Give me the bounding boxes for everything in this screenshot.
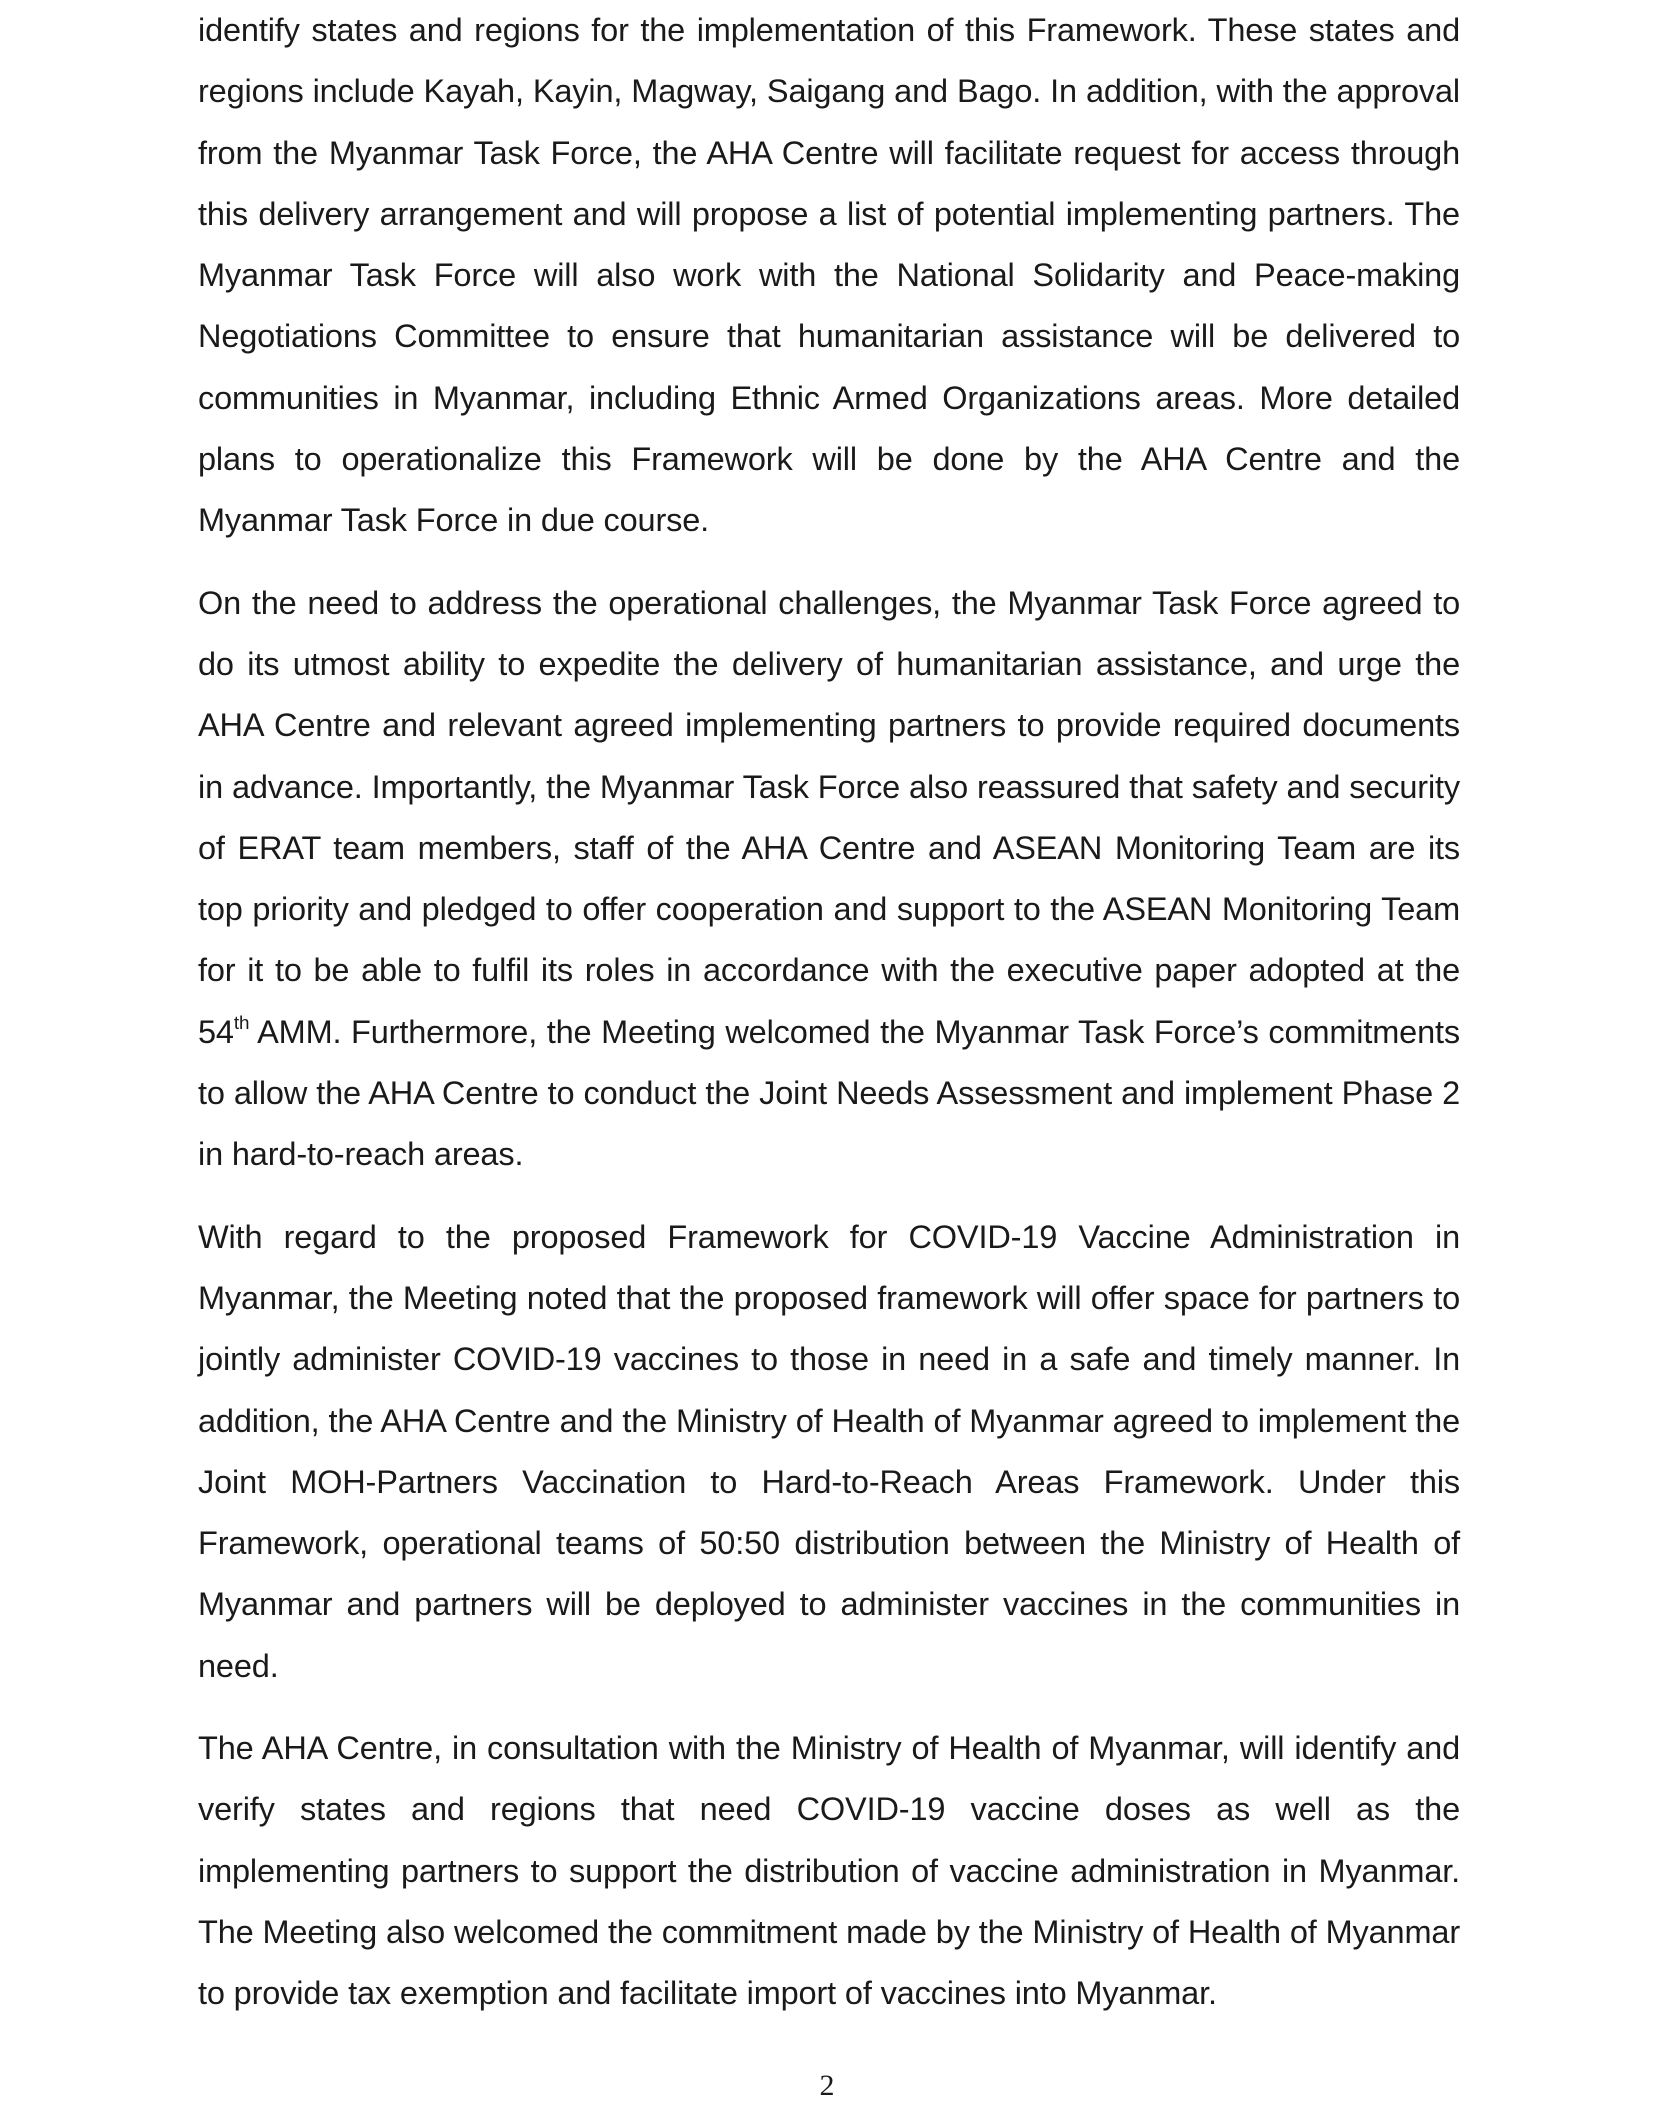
page-number: 2 — [819, 2069, 835, 2102]
paragraph-vaccine-framework: With regard to the proposed Framework for COVID-19 Vaccine Administration in Myanmar, the Meeting noted that the proposed framework will offer space for partners to jointly administer COVID-19 vaccines to those in need in a safe and timely manner. In addition, the AHA Centre and the Ministry of Health of Myanmar agreed to implement the Joint MOH-Partners Vaccination to Hard-to-Reach Areas Framework. Under this Framework, operational teams of 50:50 distribution between the Ministry of Health of Myanmar and partners will be deployed to administer vaccines in the communities in need. — [198, 1218, 1460, 1684]
paragraph-vaccine-distribution: The AHA Centre, in consultation with the Ministry of Health of Myanmar, will identify and verify states and regions that need COVID-19 vaccine doses as well as the implementing partners to support the distribution of vaccine administration in Myanmar. The Meeting also welcomed the commitment made by the Ministry of Health of Myanmar to provide tax exemption and facilitate import of vaccines into Myanmar. — [198, 1730, 1460, 2012]
ordinal-superscript: th — [233, 1011, 250, 1033]
paragraph-operational-challenges-text-before: On the need to address the operational challenges, the Myanmar Task Force agreed to do its utmost ability to expedite the delivery of humanitarian assistance, and urge the AHA Centre and relevant agreed implementing partners to provide required documents in advance. Importantly, the Myanmar Task Force also reassured that safety and security of ERAT team members, staff of the AHA Centre and ASEAN Monitoring Team are its top priority and pledged to offer cooperation and support to the ASEAN Monitoring Team for it to be able to fulfil its roles in accordance with the executive paper adopted at the 54 — [198, 584, 1460, 1050]
paragraph-operational-challenges — [198, 573, 1460, 1186]
document-page — [198, 0, 1460, 2025]
paragraph-operational-challenges-text-after: AMM. Furthermore, the Meeting welcomed the Myanmar Task Force’s commitments to allow the AHA Centre to conduct the Joint Needs Assessment and implement Phase 2 in hard-to-reach areas. — [198, 1013, 1460, 1173]
paragraph-framework-implementation: identify states and regions for the implementation of this Framework. These states and regions include Kayah, Kayin, Magway, Saigang and Bago. In addition, with the approval from the Myanmar Task Force, the AHA Centre will facilitate request for access through this delivery arrangement and will propose a list of potential implementing partners. The Myanmar Task Force will also work with the National Solidarity and Peace-making Negotiations Committee to ensure that humanitarian assistance will be delivered to communities in Myanmar, including Ethnic Armed Organizations areas. More detailed plans to operationalize this Framework will be done by the AHA Centre and the Myanmar Task Force in due course. — [198, 12, 1460, 539]
